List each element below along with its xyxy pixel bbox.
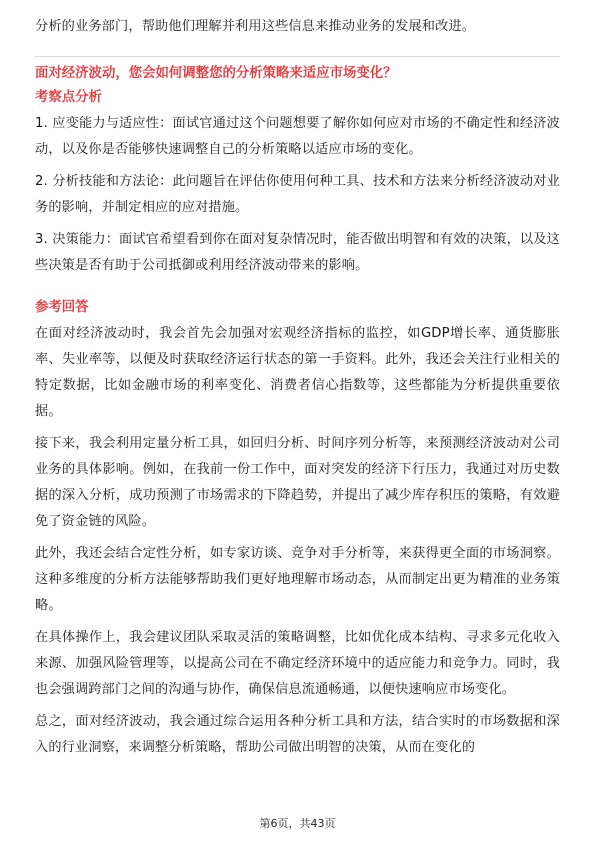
section-spacer [35,285,560,297]
analysis-points [35,111,560,279]
analysis-point-3: 3. 决策能力：面试官希望看到你在面对复杂情况时，能否做出明智和有效的决策，以及这些决策是否有助于公司抵御或利用经济波动带来的影响。 [35,232,560,273]
answer-paragraph-2: 接下来，我会利用定量分析工具，如回归分析、时间序列分析等，来预测经济波动对公司业务的具体影响。例如，在我前一份工作中，面对突发的经济下行压力，我通过对历史数据的深入分析，成功预测了市场需求的下降趋势，并提出了减少库存积压的策略，有效避免了资金链的风险。 [35,436,560,529]
section-divider [35,56,560,57]
answer-paragraph-4: 在具体操作上，我会建议团队采取灵活的策略调整，比如优化成本结构、寻求多元化收入来源、加强风险管理等，以提高公司在不确定经济环境中的适应能力和竞争力。同时，我也会强调跨部门之间的沟通与协作，确保信息流通畅通，以便快速响应市场变化。 [35,630,560,697]
question-title: 面对经济波动，您会如何调整您的分析策略来适应市场变化？ [35,66,397,81]
answer-paragraph-5: 总之，面对经济波动，我会通过综合运用各种分析工具和方法，结合实时的市场数据和深入的行业洞察，来调整分析策略，帮助公司做出明智的决策，从而在变化的 [35,714,560,755]
analysis-heading: 考察点分析 [35,90,102,105]
analysis-point-1: 1. 应变能力与适应性：面试官通过这个问题想要了解你如何应对市场的不确定性和经济波动，以及你是否能够快速调整自己的分析策略以适应市场的变化。 [35,116,560,157]
answer-heading: 参考回答 [35,300,89,315]
intro-paragraph: 分析的业务部门，帮助他们理解并利用这些信息来推动业务的发展和改进。 [35,19,476,34]
page-content [35,14,560,767]
answer-paragraph-1: 在面对经济波动时，我会首先会加强对宏观经济指标的监控，如GDP增长率、通货膨胀率、失业率等，以便及时获取经济运行状态的第一手资料。此外，我还会关注行业相关的特定数据，比如金融市场的利率变化、消费者信心指数等，这些都能为分析提供重要依据。 [35,326,560,419]
analysis-point-2: 2. 分析技能和方法论：此问题旨在评估你使用何种工具、技术和方法来分析经济波动对业务的影响，并制定相应的应对措施。 [35,174,560,215]
answer-paragraph-3: 此外，我还会结合定性分析，如专家访谈、竞争对手分析等，来获得更全面的市场洞察。这种多维度的分析方法能够帮助我们更好地理解市场动态，从而制定出更为精准的业务策略。 [35,546,560,613]
page-number-footer: 第6页，共43页 [259,817,336,830]
answer-paragraphs [35,321,560,761]
